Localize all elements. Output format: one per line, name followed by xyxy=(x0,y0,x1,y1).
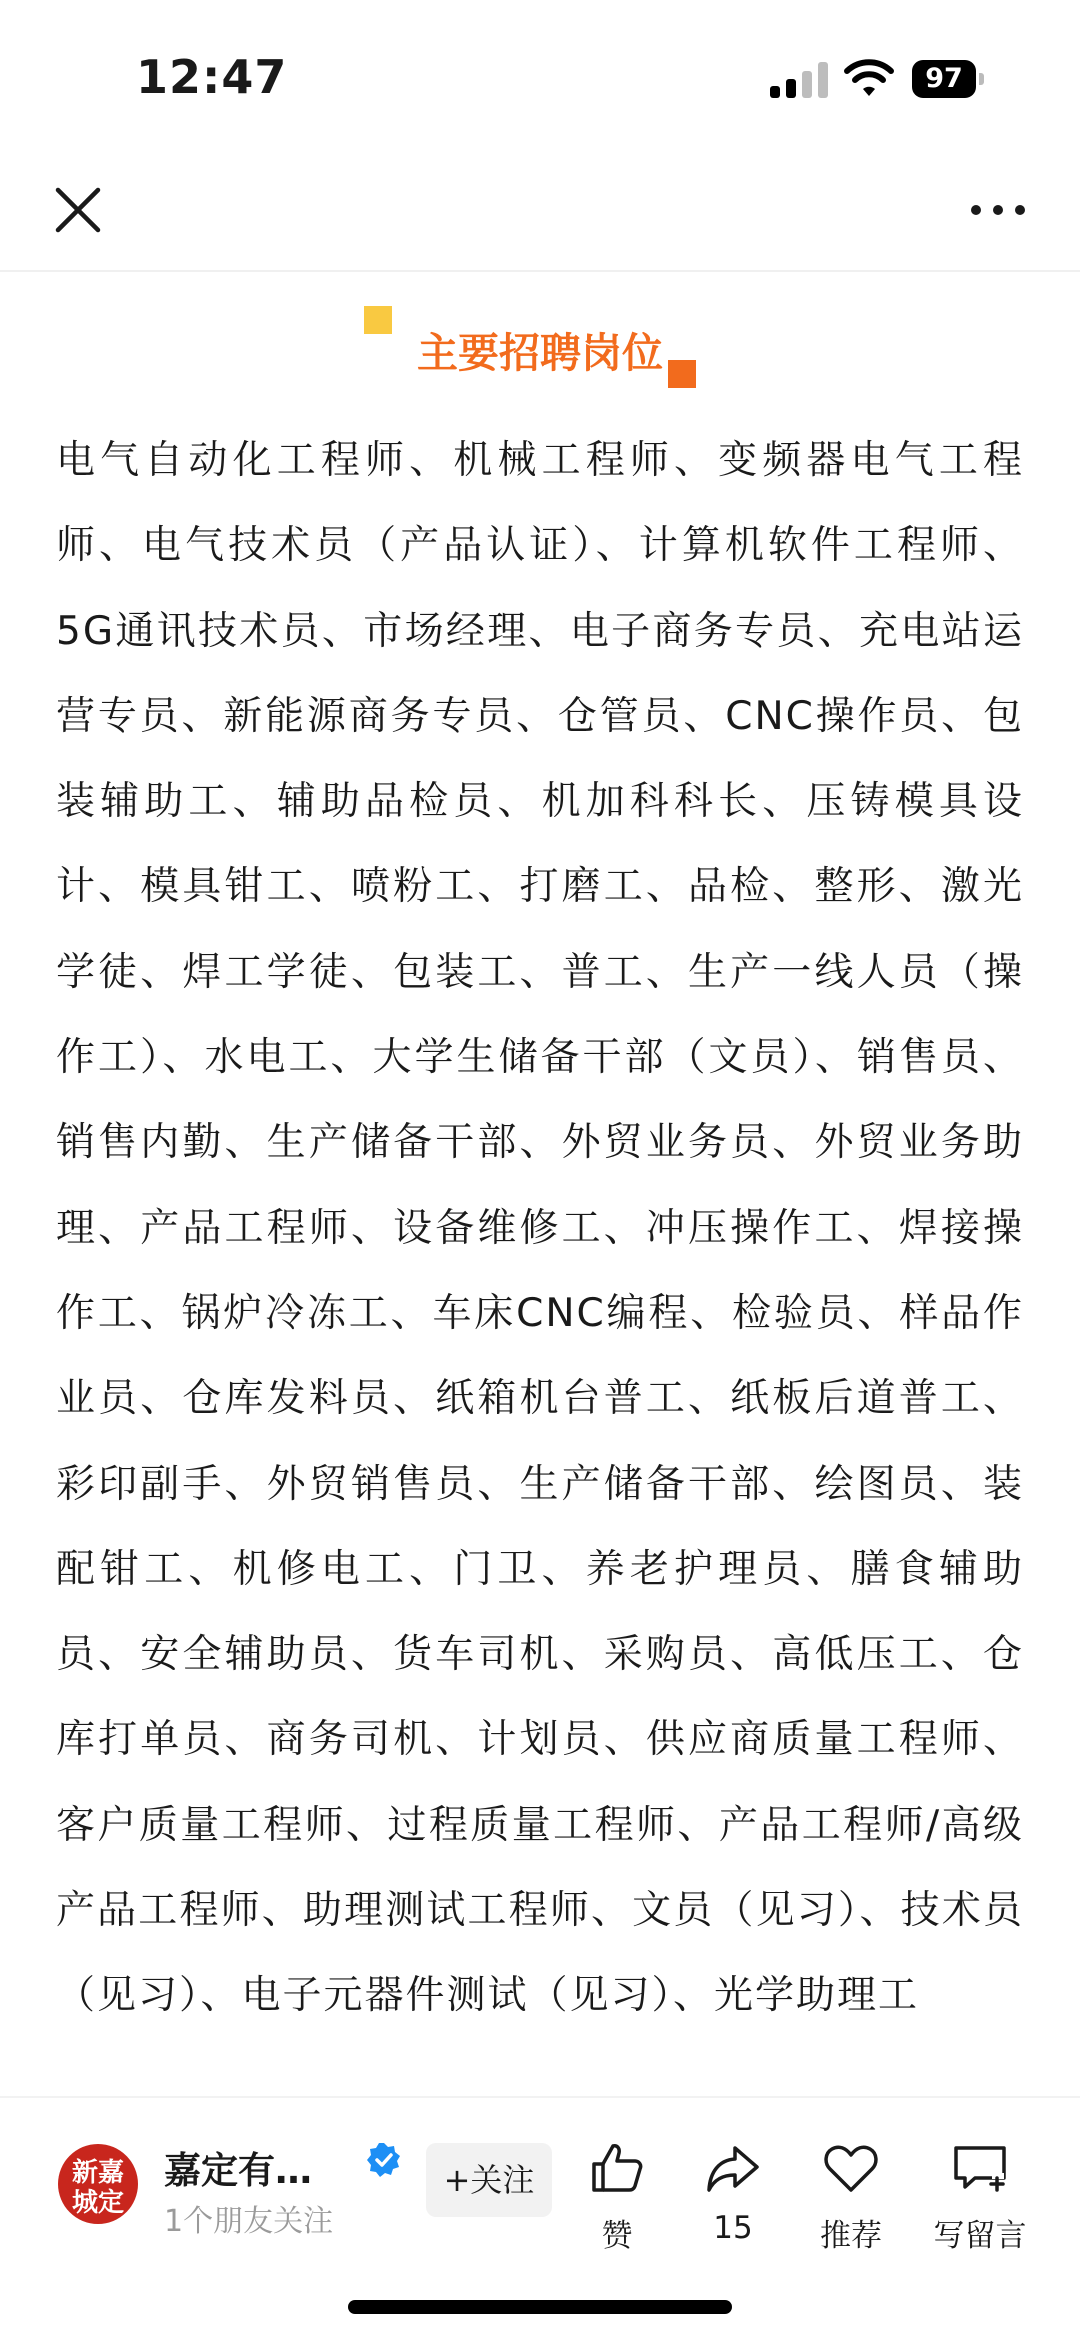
battery-icon xyxy=(912,60,984,98)
share-button[interactable] xyxy=(678,2140,788,2246)
section-heading-text: 主要招聘岗位 xyxy=(417,329,663,377)
follow-button[interactable]: +关注 xyxy=(426,2143,552,2217)
top-nav-bar xyxy=(0,150,1080,272)
like-label: 赞 xyxy=(601,2218,633,2254)
comment-label: 写留言 xyxy=(933,2218,1027,2254)
share-count: 15 xyxy=(713,2210,753,2246)
decorative-square-orange xyxy=(668,360,696,388)
like-button[interactable] xyxy=(562,2140,672,2255)
write-comment-icon xyxy=(951,2140,1009,2196)
account-avatar[interactable] xyxy=(58,2144,138,2224)
more-options-icon[interactable] xyxy=(968,186,1028,234)
section-heading xyxy=(0,300,1080,400)
article-body-text: 电气自动化工程师、机械工程师、变频器电气工程师、电气技术员（产品认证）、计算机软件工程师、5G通讯技术员、市场经理、电子商务专员、充电站运营专员、新能源商务专员、仓管员、CNC操作员、包装辅助工、辅助品检员、机加科科长、压铸模具设计、模具钳工、喷粉工、打磨工、品检、整形、激光学徒、焊工学徒、包装工、普工、生产一线人员（操作工）、水电工、大学生储备干部（文员）、销售员、销售内勤、生产储备干部、外贸业务员、外贸业务助理、产品工程师、设备维修工、冲压操作工、焊接操作工、锅炉冷冻工、车床CNC编程、检验员、样品作业员、仓库发料员、纸箱机台普工、纸板后道普工、彩印副手、外贸销售员、生产储备干部、绘图员、装配钳工、机修电工、门卫、养老护理员、膳食辅助员、安全辅助员、货车司机、采购员、高低压工、仓库打单员、商务司机、计划员、供应商质量工程师、客户质量工程师、过程质量工程师、产品工程师/高级产品工程师、助理测试工程师、文员（见习）、技术员（见习）、电子元器件测试（见习）、光学助理工 xyxy=(56,438,1024,2019)
status-time: 12:47 xyxy=(136,50,288,104)
status-bar xyxy=(0,0,1080,150)
avatar-text: 新嘉城定 xyxy=(71,2158,124,2218)
heart-icon xyxy=(822,2140,880,2196)
cellular-signal-icon xyxy=(770,62,830,98)
battery-level: 97 xyxy=(912,60,976,98)
comment-button[interactable] xyxy=(915,2140,1045,2255)
friends-following-text: 1个朋友关注 xyxy=(164,2204,334,2239)
verified-badge-icon xyxy=(366,2142,402,2178)
home-indicator[interactable] xyxy=(348,2300,732,2314)
wifi-icon xyxy=(844,58,894,98)
close-icon[interactable] xyxy=(48,180,108,240)
recommend-button[interactable] xyxy=(796,2140,906,2255)
recommend-label: 推荐 xyxy=(820,2218,882,2254)
thumbs-up-icon xyxy=(588,2140,646,2196)
account-name[interactable]: 嘉定有… xyxy=(164,2149,312,2192)
share-arrow-icon xyxy=(704,2140,762,2196)
